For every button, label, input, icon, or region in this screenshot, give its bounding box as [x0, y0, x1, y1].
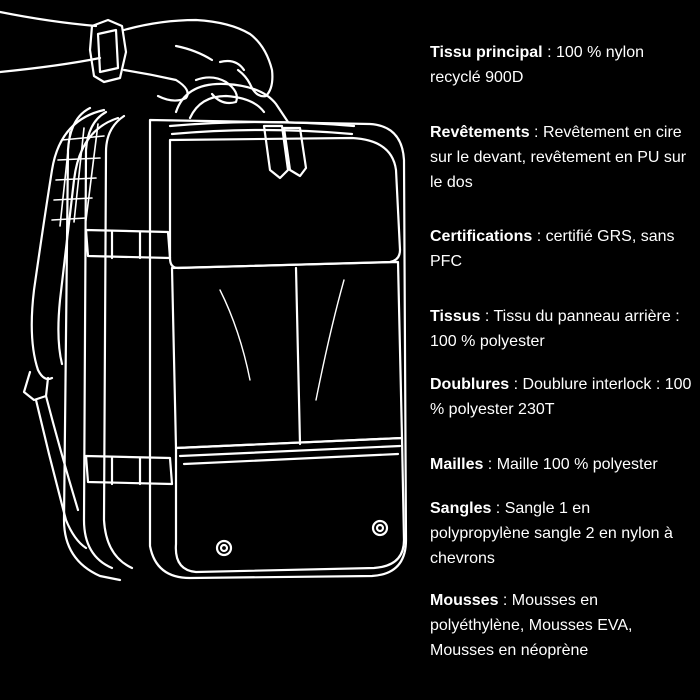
spec-value: : Tissu du panneau arrière : 100 % polyester: [430, 308, 680, 350]
spec-label: Mousses: [430, 592, 499, 609]
backpack-body: [150, 120, 406, 578]
spec-value: : Doublure interlock : 100 % polyester 230T: [430, 376, 692, 418]
compression-strap: [86, 230, 172, 484]
spec-label: Tissu principal: [430, 44, 543, 61]
spec-label: Sangles: [430, 500, 492, 517]
spec-item-foams: [430, 588, 692, 663]
strap-mesh: [52, 124, 104, 226]
spec-value: : Mousses en polyéthylène, Mousses EVA, Mousses en néoprène: [430, 592, 633, 659]
spec-value: : Sangle 1 en polypropylène sangle 2 en nylon à chevrons: [430, 500, 673, 567]
spec-label: Certifications: [430, 228, 533, 245]
spec-label: Revêtements: [430, 124, 530, 141]
spec-item-certifications: [430, 224, 692, 274]
rivet-icon-right: [373, 521, 387, 535]
spec-value: : Revêtement en cire sur le devant, revêtement en PU sur le dos: [430, 124, 687, 191]
spec-label: Tissus: [430, 308, 481, 325]
rivet-icon: [217, 541, 231, 555]
spec-value: : 100 % nylon recyclé 900D: [430, 44, 645, 86]
arm-outline-upper: [0, 12, 96, 26]
spec-item-meshes: [430, 452, 692, 477]
spec-item-fabrics: [430, 304, 692, 354]
arm-outline: [0, 58, 100, 72]
spec-item-straps: [430, 496, 692, 571]
watch-icon: [90, 20, 126, 82]
front-pocket: [172, 262, 402, 448]
spec-label: Mailles: [430, 456, 484, 473]
spec-value: : Maille 100 % polyester: [483, 456, 658, 473]
hand-outline: [124, 20, 272, 96]
spec-item-linings: [430, 372, 692, 422]
spec-value: : certifié GRS, sans PFC: [430, 228, 675, 270]
spec-label: Doublures: [430, 376, 510, 393]
spec-item-main-fabric: [430, 40, 692, 90]
spec-item-coatings: [430, 120, 692, 195]
